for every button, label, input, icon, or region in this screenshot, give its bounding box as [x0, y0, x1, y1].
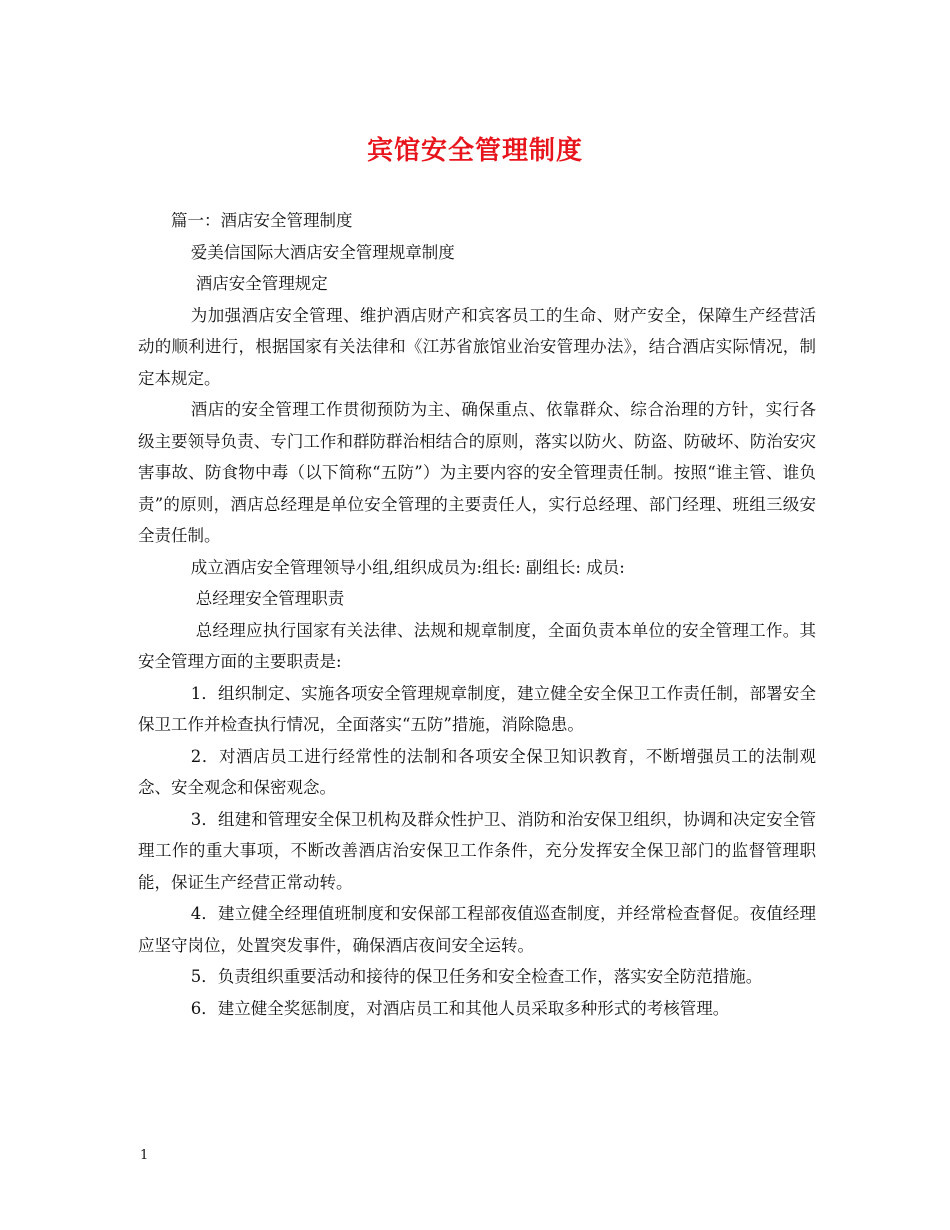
paragraph-duty-3: 3．组建和管理安全保卫机构及群众性护卫、消防和治安保卫组织，协调和决定安全管理工作的重大事项，不断改善酒店治安保卫工作条件，充分发挥安全保卫部门的监督管理职能，保证生产经营正常动转。 [138, 809, 816, 892]
document-title: 宾馆安全管理制度 [366, 136, 583, 166]
paragraph-gm-duties-heading: 总经理安全管理职责 [195, 589, 345, 608]
paragraph-gm-duties-intro: 总经理应执行国家有关法律、法规和规章制度，全面负责本单位的安全管理工作。其安全管理方面的主要职责是: [138, 620, 816, 671]
paragraph-section-heading: 篇一：酒店安全管理制度 [171, 211, 353, 230]
paragraph-purpose: 为加强酒店安全管理、维护酒店财产和宾客员工的生命、财产安全，保障生产经营活动的顺利进行，根据国家有关法律和《江苏省旅馆业治安管理办法》，结合酒店实际情况，制定本规定。 [138, 305, 816, 388]
paragraph-duty-2: 2．对酒店员工进行经常性的法制和各项安全保卫知识教育，不断增强员工的法制观念、安全观念和保密观念。 [138, 746, 816, 797]
paragraph-duty-5: 5．负责组织重要活动和接待的保卫任务和安全检查工作，落实安全防范措施。 [190, 967, 763, 986]
paragraph-hotel-name: 爱美信国际大酒店安全管理规章制度 [190, 242, 455, 262]
paragraph-duty-4: 4．建立健全经理值班制度和安保部工程部夜值巡查制度，并经常检查督促。夜值经理应坚守岗位，处置突发事件，确保酒店夜间安全运转。 [138, 904, 816, 955]
paragraph-regulation-title: 酒店安全管理规定 [195, 274, 328, 293]
paragraph-leadership-group: 成立酒店安全管理领导小组,组织成员为:组长: 副组长: 成员: [190, 557, 625, 577]
page-number: 1 [140, 1148, 149, 1163]
paragraph-duty-6: 6．建立健全奖惩制度，对酒店员工和其他人员采取多种形式的考核管理。 [190, 998, 730, 1018]
paragraph-principles: 酒店的安全管理工作贯彻预防为主、确保重点、依靠群众、综合治理的方针，实行各级主要领导负责、专门工作和群防群治相结合的原则，落实以防火、防盗、防破坏、防治安灾害事故、防食物中毒（以下简称“五防”）为主要内容的安全管理责任制。按照“谁主管、谁负责”的原则，酒店总经理是单位安全管理的主要责任人，实行总经理、部门经理、班组三级安全责任制。 [138, 400, 816, 545]
paragraph-duty-1: 1．组织制定、实施各项安全管理规章制度，建立健全安全保卫工作责任制，部署安全保卫工作并检查执行情况，全面落实“五防”措施，消除隐患。 [138, 683, 816, 734]
document-body [138, 205, 816, 1024]
